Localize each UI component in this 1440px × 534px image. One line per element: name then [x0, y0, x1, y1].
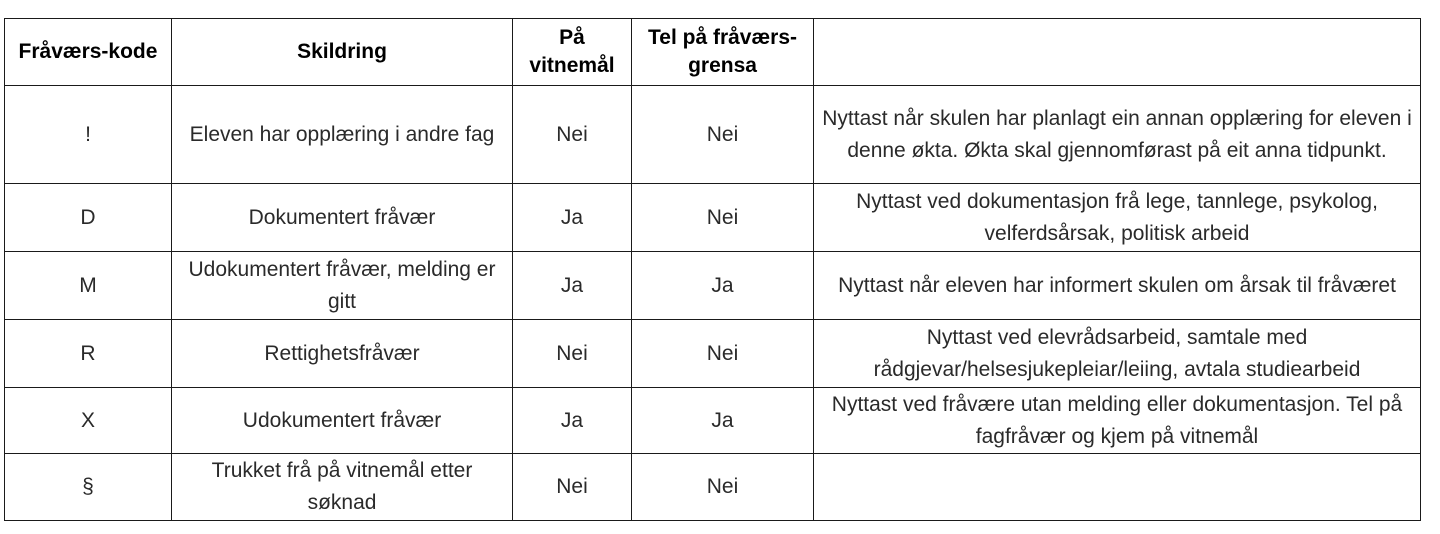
cell-description: Rettighetsfråvær — [172, 320, 513, 388]
table-row — [5, 86, 1421, 184]
cell-description: Eleven har opplæring i andre fag — [172, 86, 513, 184]
table-header-row — [5, 19, 1421, 86]
table-row — [5, 320, 1421, 388]
header-counts-limit: Tel på fråværs-grensa — [632, 19, 814, 86]
cell-description: Udokumentert fråvær, melding er gitt — [172, 252, 513, 320]
header-on-diploma: På vitnemål — [513, 19, 632, 86]
cell-counts-limit: Nei — [632, 320, 814, 388]
cell-counts-limit: Nei — [632, 454, 814, 521]
cell-counts-limit: Ja — [632, 252, 814, 320]
table-row — [5, 454, 1421, 521]
cell-on-diploma: Nei — [513, 320, 632, 388]
header-description: Skildring — [172, 19, 513, 86]
cell-on-diploma: Ja — [513, 184, 632, 252]
cell-counts-limit: Ja — [632, 388, 814, 454]
cell-note: Nyttast når eleven har informert skulen om årsak til fråværet — [814, 252, 1421, 320]
cell-counts-limit: Nei — [632, 86, 814, 184]
cell-code: M — [5, 252, 172, 320]
absence-code-table-container — [4, 18, 1421, 521]
cell-note: Nyttast når skulen har planlagt ein annan opplæring for eleven i denne økta. Økta skal gjennomførast på eit anna tidpunkt. — [814, 86, 1421, 184]
cell-code: X — [5, 388, 172, 454]
cell-note — [814, 454, 1421, 521]
table-row — [5, 388, 1421, 454]
header-code: Fråværs-kode — [5, 19, 172, 86]
table-row — [5, 184, 1421, 252]
absence-code-table — [4, 18, 1421, 521]
cell-on-diploma: Ja — [513, 252, 632, 320]
cell-on-diploma: Ja — [513, 388, 632, 454]
cell-code: ! — [5, 86, 172, 184]
cell-description: Udokumentert fråvær — [172, 388, 513, 454]
cell-description: Dokumentert fråvær — [172, 184, 513, 252]
cell-note: Nyttast ved elevrådsarbeid, samtale med rådgjevar/helsesjukepleiar/leiing, avtala studiearbeid — [814, 320, 1421, 388]
header-note — [814, 19, 1421, 86]
cell-on-diploma: Nei — [513, 86, 632, 184]
cell-counts-limit: Nei — [632, 184, 814, 252]
cell-code: R — [5, 320, 172, 388]
cell-on-diploma: Nei — [513, 454, 632, 521]
table-row — [5, 252, 1421, 320]
cell-description: Trukket frå på vitnemål etter søknad — [172, 454, 513, 521]
cell-note: Nyttast ved fråvære utan melding eller dokumentasjon. Tel på fagfråvær og kjem på vitnemål — [814, 388, 1421, 454]
cell-note: Nyttast ved dokumentasjon frå lege, tannlege, psykolog, velferdsårsak, politisk arbeid — [814, 184, 1421, 252]
cell-code: § — [5, 454, 172, 521]
cell-code: D — [5, 184, 172, 252]
